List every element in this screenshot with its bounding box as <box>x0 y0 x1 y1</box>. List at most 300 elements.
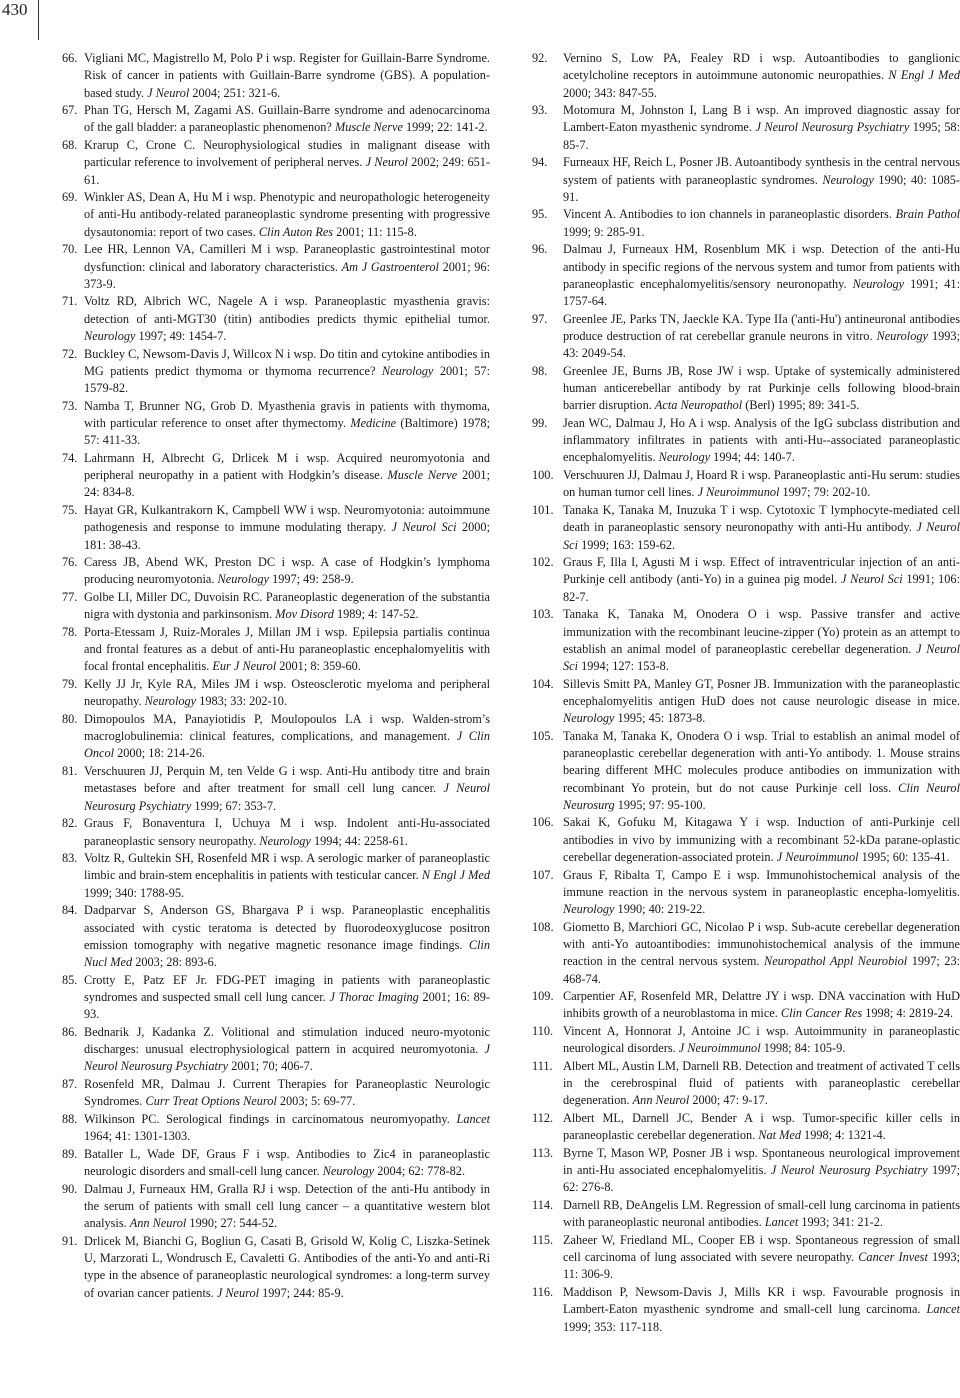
reference-segment: Greenlee JE, Parks TN, Jaeckle KA. Type IIa ('anti-Hu') antineuronal antibodies produce destruction of rat cerebellar granule neurons in vitro. <box>563 311 960 343</box>
reference-segment: Bednarik J, Kadanka Z. Volitional and stimulation induced neuro-myotonic discharges: unusual electrophysiological pattern in acquired neuromyotonia. <box>84 1024 490 1057</box>
reference-text <box>563 311 960 363</box>
reference-item <box>62 1111 490 1146</box>
reference-number: 72. <box>62 346 78 361</box>
reference-segment: 2000; 181: 38-43. <box>84 520 490 552</box>
journal-name: Muscle Nerve <box>334 120 403 135</box>
journal-name: Neurology <box>144 694 197 709</box>
reference-number: 111. <box>532 1058 553 1073</box>
journal-name: J Thorac Imaging <box>329 989 419 1004</box>
reference-segment: Porta-Etessam J, Ruiz-Morales J, Millan JM i wsp. Epilepsia partialis continua and frontal features as a debut of anti-Hu paraneoplastic encephalomyelitis with focal frontal encephalitis. <box>84 624 490 674</box>
reference-segment: Vernino S, Low PA, Fealey RD i wsp. Autoantibodies to ganglionic acetylcholine receptors in autoimmune autonomic neuropathies. <box>563 51 960 83</box>
reference-number: 84. <box>62 903 78 918</box>
reference-text <box>84 293 490 345</box>
reference-text <box>563 1110 960 1145</box>
reference-segment: 2001; 24: 834-8. <box>84 468 490 500</box>
reference-segment: Bataller L, Wade DF, Graus F i wsp. Antibodies to Zic4 in paraneoplastic neurologic disorders and small-cell lung cancer. <box>84 1146 490 1178</box>
journal-name: Neurology <box>822 172 874 187</box>
reference-text <box>563 728 960 814</box>
reference-segment: Dadparvar S, Anderson GS, Bhargava P i wsp. Paraneoplastic encephalitis associated with cystic teratoma is detected by fluorodeoxyglucose positron emission tomography with negative magnetic resonance image findings. <box>84 903 490 952</box>
reference-number: 114. <box>532 1198 554 1213</box>
reference-text <box>563 102 960 154</box>
journal-name: J Neurol <box>216 1285 260 1300</box>
reference-item <box>532 728 960 814</box>
reference-text <box>84 102 490 137</box>
margin-rule <box>38 0 39 40</box>
reference-number: 75. <box>62 503 78 518</box>
journal-name: J Neurol Neurosurg Psychiatry <box>84 781 490 813</box>
journal-name: Neurology <box>217 572 269 587</box>
reference-segment: 1994; 127: 153-8. <box>578 659 669 674</box>
reference-item <box>532 867 960 919</box>
reference-segment: 1997; 244: 85-9. <box>259 1285 344 1300</box>
reference-text <box>563 676 960 728</box>
journal-name: Lancet <box>456 1111 490 1126</box>
reference-item <box>62 763 490 815</box>
reference-segment: 2000; 47: 9-17. <box>689 1093 768 1108</box>
reference-item <box>62 1181 490 1233</box>
reference-number: 102. <box>532 555 554 570</box>
journal-name: Neurology <box>322 1163 375 1178</box>
reference-number: 112. <box>532 1111 554 1126</box>
reference-text <box>563 1197 960 1232</box>
reference-item <box>532 206 960 241</box>
reference-text <box>563 415 960 467</box>
reference-number: 101. <box>532 503 554 518</box>
reference-number: 71. <box>62 294 78 309</box>
reference-segment: Graus F, Ribalta T, Campo E i wsp. Immunohistochemical analysis of the immune reaction in the nervous system in paraneoplastic encepha-lomyelitis. <box>563 867 960 899</box>
reference-item <box>532 988 960 1023</box>
reference-segment: 2001; 96: 373-9. <box>84 259 490 291</box>
journal-name: Lancet <box>764 1215 799 1230</box>
reference-segment: (Baltimore) 1978; 57: 411-33. <box>84 415 490 448</box>
journal-name: Eur J Neurol <box>212 659 277 674</box>
reference-segment: Motomura M, Johnston I, Lang B i wsp. An improved diagnostic assay for Lambert-Eaton myasthenic syndrome. <box>563 103 960 135</box>
reference-item <box>532 102 960 154</box>
reference-segment: 1999; 22: 141-2. <box>402 120 488 135</box>
reference-text <box>84 1076 490 1111</box>
reference-segment: Verschuuren JJ, Dalmau J, Hoard R i wsp. Paraneoplastic anti-Hu serum: studies on human tumor cell lines. <box>563 468 960 500</box>
reference-segment: 1997; 79: 202-10. <box>779 485 871 500</box>
reference-segment: Sillevis Smitt PA, Manley GT, Posner JB. Immunization with the paraneoplastic encephalomyelitis antigen HuD does not cause neurologic disease in mice. <box>563 676 960 708</box>
reference-text <box>84 50 490 102</box>
reference-segment: 1995; 45: 1873-8. <box>614 711 706 726</box>
reference-number: 109. <box>532 989 554 1004</box>
reference-segment: Tanaka M, Tanaka K, Onodera O i wsp. Trial to establish an animal model of paraneoplastic cerebellar degeneration with anti-Yo antibody. 1. Mouse strains bearing different MHC molecules produce antibodies on immunization with recombinant Yo protein, but do not cause Purkinje cell loss. <box>563 728 960 795</box>
reference-segment: Zaheer W, Friedland ML, Cooper EB i wsp. Spontaneous regression of small cell carcinoma of lung associated with severe neuropathy. <box>563 1232 960 1265</box>
reference-segment: Darnell RB, DeAngelis LM. Regression of small-cell lung carcinoma in patients with paraneoplastic neuronal antibodies. <box>563 1198 960 1230</box>
reference-segment: 2001; 70; 406-7. <box>228 1059 313 1074</box>
reference-number: 93. <box>532 103 548 118</box>
reference-item <box>62 972 490 1024</box>
reference-segment: 1999; 67: 353-7. <box>191 798 277 813</box>
reference-segment: 1997; 23: 468-74. <box>563 954 960 986</box>
journal-name: Neurology <box>876 328 928 343</box>
reference-segment: 1990; 40: 1085-91. <box>563 172 960 204</box>
reference-segment: 1995; 58: 85-7. <box>563 120 960 152</box>
reference-item <box>62 189 490 241</box>
reference-segment: Caress JB, Abend WK, Preston DC i wsp. A case of Hodgkin’s lymphoma producing neuromyotonia. <box>84 555 490 587</box>
reference-item <box>532 363 960 415</box>
reference-text <box>563 988 960 1023</box>
reference-segment: Maddison P, Newsom-Davis J, Mills KR i wsp. Favourable prognosis in Lambert-Eaton myasthenic syndrome and small-cell lung carcinoma. <box>563 1285 960 1317</box>
reference-item <box>532 1110 960 1145</box>
reference-segment: Dalmau J, Furneaux HM, Rosenblum MK i wsp. Detection of the anti-Hu antibody in specific regions of the nervous system and tumor from patients with paraneoplastic encephalomyelitis/sensory neuronopathy. <box>563 242 960 291</box>
journal-name: J Neurol <box>365 155 408 170</box>
reference-segment: 1994; 44: 140-7. <box>710 450 795 465</box>
reference-text <box>84 1111 490 1146</box>
journal-name: J Neurol <box>147 85 190 100</box>
reference-segment: Phan TG, Hersch M, Zagami AS. Guillain-Barre syndrome and adenocarcinoma of the gall bladder: a paraneoplastic phenomenon? <box>84 103 490 135</box>
reference-number: 108. <box>532 919 554 934</box>
reference-segment: 1993; 11: 306-9. <box>563 1250 960 1282</box>
reference-text <box>84 676 490 711</box>
reference-item <box>62 711 490 763</box>
reference-segment: 1990; 40: 219-22. <box>614 902 706 917</box>
reference-item <box>62 450 490 502</box>
reference-text <box>563 241 960 310</box>
reference-number: 92. <box>532 51 548 65</box>
reference-number: 85. <box>62 972 78 987</box>
journal-name: Neurology <box>658 450 711 465</box>
reference-item <box>62 346 490 398</box>
reference-segment: (Berl) 1995; 89: 341-5. <box>742 398 860 413</box>
reference-number: 80. <box>62 711 78 726</box>
journal-name: Clin Auton Res <box>258 224 334 239</box>
reference-item <box>532 676 960 728</box>
reference-text <box>84 1181 490 1233</box>
reference-number: 86. <box>62 1024 78 1039</box>
reference-item <box>532 50 960 102</box>
reference-text <box>563 1023 960 1058</box>
reference-segment: 1998; 4: 2819-24. <box>862 1006 954 1021</box>
reference-segment: 1983; 33: 202-10. <box>196 694 287 709</box>
reference-segment: Sakai K, Gofuku M, Kitagawa Y i wsp. Induction of anti-Purkinje cell antibodies in vivo by immunizing with a recombinant 52-kDa parane-oplastic cerebellar degeneration-associated protein. <box>563 815 960 864</box>
reference-segment: 1998; 4: 1321-4. <box>800 1128 886 1143</box>
reference-item <box>62 1233 490 1302</box>
reference-segment: 1991; 41: 1757-64. <box>563 276 960 309</box>
journal-name: Cancer Invest <box>858 1250 928 1265</box>
journal-name: Curr Treat Options Neurol <box>145 1094 277 1109</box>
reference-number: 81. <box>62 764 78 779</box>
journal-name: Neurology <box>84 328 136 343</box>
reference-segment: 2003; 28: 893-6. <box>132 955 217 970</box>
reference-item <box>532 1145 960 1197</box>
reference-segment: Tanaka K, Tanaka M, Onodera O i wsp. Passive transfer and active immunization with the recombinant leucine-zipper (Yo) protein as an attempt to establish an animal model of paraneoplastic cerebellar degeneration. <box>563 607 960 656</box>
reference-item <box>62 398 490 450</box>
reference-segment: Graus F, Illa I, Agusti M i wsp. Effect of intraventricular injection of an anti-Purkinje cell antibody (anti-Yo) in a guinea pig model. <box>563 555 960 587</box>
reference-number: 66. <box>62 51 78 65</box>
journal-name: Neurology <box>563 711 615 726</box>
journal-name: Acta Neuropathol <box>654 398 743 413</box>
reference-text <box>84 1233 490 1302</box>
journal-name: Clin Neurol Neurosurg <box>563 780 960 812</box>
reference-text <box>84 589 490 624</box>
reference-segment: Drlicek M, Bianchi G, Bogliun G, Casati B, Grisold W, Kolig C, Liszka-Setinek U, Marzorati L, Wondrusch E, Cavaletti G. Antibodies of the anti-Yo and anti-Ri type in the absence of paraneoplastic neurological syndromes: a long-term survey of ovarian cancer patients. <box>84 1233 490 1300</box>
reference-text <box>563 502 960 554</box>
reference-item <box>532 1284 960 1336</box>
reference-text <box>84 137 490 189</box>
journal-name: Neurology <box>563 902 615 917</box>
reference-segment: Greenlee JE, Burns JB, Rose JW i wsp. Uptake of systemically administered human anticerebellar antibody by rat Purkinje cells following blood-brain barrier disruption. <box>563 363 960 413</box>
reference-number: 90. <box>62 1181 78 1196</box>
reference-item <box>62 676 490 711</box>
reference-text <box>84 502 490 554</box>
reference-number: 105. <box>532 728 554 743</box>
reference-segment: 1964; 41: 1301-1303. <box>84 1129 191 1144</box>
reference-text <box>84 763 490 815</box>
reference-segment: Byrne T, Mason WP, Posner JB i wsp. Spontaneous neurological improvement in anti-Hu associated encephalomyelitis. <box>563 1145 960 1178</box>
reference-item <box>62 137 490 189</box>
reference-number: 79. <box>62 677 78 692</box>
journal-name: Neuropathol Appl Neurobiol <box>764 954 908 969</box>
journal-name: J Neurol Sci <box>391 520 457 535</box>
reference-text <box>84 711 490 763</box>
journal-name: J Neurol Sci <box>840 572 903 587</box>
reference-item <box>532 1232 960 1284</box>
reference-segment: 1999; 9: 285-91. <box>563 224 645 239</box>
journal-name: J Neuroimmunol <box>697 485 780 500</box>
reference-item <box>62 554 490 589</box>
journal-name: J Neurol Neurosurg Psychiatry <box>755 120 910 135</box>
reference-text <box>563 467 960 502</box>
reference-number: 99. <box>532 415 548 430</box>
reference-segment: Lahrmann H, Albrecht G, Drlicek M i wsp. Acquired neuromyotonia and peripheral neuropathy in a patient with Hodgkin’s disease. <box>84 450 490 483</box>
reference-item <box>62 50 490 102</box>
reference-number: 77. <box>62 590 78 605</box>
reference-number: 88. <box>62 1111 78 1126</box>
reference-segment: 2001; 8: 359-60. <box>276 659 361 674</box>
reference-segment: 2004; 251: 321-6. <box>189 85 281 100</box>
reference-segment: 1998; 84: 105-9. <box>760 1041 846 1056</box>
reference-text <box>84 554 490 589</box>
journal-name: Ann Neurol <box>632 1093 690 1108</box>
reference-number: 97. <box>532 311 548 326</box>
reference-number: 98. <box>532 363 548 378</box>
reference-number: 67. <box>62 103 78 118</box>
reference-segment: Voltz RD, Albrich WC, Nagele A i wsp. Paraneoplastic myasthenia gravis: detection of anti-MGT30 (titin) antibodies predicts thymic epithelial tumor. <box>84 294 490 326</box>
reference-segment: 2002; 249: 651-61. <box>84 155 490 187</box>
journal-name: Nat Med <box>758 1128 801 1143</box>
reference-number: 73. <box>62 398 78 413</box>
reference-item <box>532 606 960 675</box>
reference-number: 87. <box>62 1076 78 1091</box>
reference-number: 83. <box>62 851 78 866</box>
reference-number: 116. <box>532 1285 554 1300</box>
journal-name: Lancet <box>926 1302 960 1317</box>
reference-segment: Verschuuren JJ, Perquin M, ten Velde G i wsp. Anti-Hu antibody titre and brain metastases before and after treatment for small cell lung cancer. <box>84 764 490 796</box>
reference-segment: 1994; 44: 2258-61. <box>310 833 408 848</box>
reference-text <box>563 363 960 415</box>
journal-name: J Neurol Neurosurg Psychiatry <box>770 1163 928 1178</box>
reference-segment: Hayat GR, Kulkantrakorn K, Campbell WW i wsp. Neuromyotonia: autoimmune pathogenesis and response to immune modulating therapy. <box>84 503 490 535</box>
reference-item <box>532 919 960 988</box>
reference-segment: Lee HR, Lennon VA, Camilleri M i wsp. Paraneoplastic gastrointestinal motor dysfunction: clinical and laboratory characteristics. <box>84 242 490 274</box>
journal-name: J Neurol Sci <box>563 641 960 674</box>
reference-number: 95. <box>532 207 548 222</box>
reference-segment: 1990; 27: 544-52. <box>186 1216 278 1231</box>
reference-segment: Crotty E, Patz EF Jr. FDG-PET imaging in patients with paraneoplastic syndromes and suspected small cell lung cancer. <box>84 972 490 1004</box>
reference-segment: Carpentier AF, Rosenfeld MR, Delattre JY i wsp. DNA vaccination with HuD inhibits growth of a neuroblastoma in mice. <box>563 989 960 1021</box>
reference-number: 89. <box>62 1146 78 1161</box>
reference-segment: 1997; 49: 1454-7. <box>135 328 227 343</box>
reference-segment: Dalmau J, Furneaux HM, Gralla RJ i wsp. Detection of the anti-Hu antibody in the serum of patients with small cell lung cancer – a quantitative western blot analysis. <box>84 1181 490 1231</box>
reference-segment: Vigliani MC, Magistrello M, Polo P i wsp. Register for Guillain-Barre Syndrome. Risk of cancer in patients with Guillain-Barre syndrome (GBS). A population-based study. <box>84 51 490 100</box>
reference-item <box>532 1197 960 1232</box>
reference-text <box>84 902 490 971</box>
reference-segment: 1997; 62: 276-8. <box>563 1163 960 1195</box>
reference-number: 113. <box>532 1145 554 1160</box>
reference-item <box>532 154 960 206</box>
journal-name: Am J Gastroenterol <box>341 259 439 274</box>
reference-segment: Namba T, Brunner NG, Grob D. Myasthenia gravis in patients with thymoma, with particular reference to onset after thymectomy. <box>84 398 490 430</box>
journal-name: Clin Nucl Med <box>84 937 490 970</box>
reference-segment: Wilkinson PC. Serological findings in carcinomatous neuromyopathy. <box>84 1111 457 1126</box>
reference-segment: Kelly JJ Jr, Kyle RA, Miles JM i wsp. Osteosclerotic myeloma and peripheral neuropathy. <box>84 677 490 709</box>
reference-segment: Dimopoulos MA, Panayiotidis P, Moulopoulos LA i wsp. Walden-strom’s macroglobulinemia: clinical features, complications, and management. <box>84 711 490 744</box>
reference-text <box>563 206 960 241</box>
reference-number: 76. <box>62 555 78 570</box>
journal-name: Mov Disord <box>275 607 334 622</box>
reference-number: 68. <box>62 138 78 153</box>
reference-segment: Winkler AS, Dean A, Hu M i wsp. Phenotypic and neuropathologic heterogeneity of anti-Hu antibody-related paraneoplastic syndrome presenting with progressive dysautonomia: report of two cases. <box>84 190 490 239</box>
journal-name: Clin Cancer Res <box>780 1006 863 1021</box>
references-column-right <box>532 50 960 1336</box>
reference-segment: Giometto B, Marchiori GC, Nicolao P i wsp. Sub-acute cerebellar degeneration with anti-Yo autoantibodies: immunohistochemical analysis of the immune reaction in the central nervous system. <box>563 919 960 969</box>
reference-text <box>563 554 960 606</box>
reference-segment: 1989; 4: 147-52. <box>333 607 419 622</box>
reference-number: 69. <box>62 190 78 205</box>
reference-text <box>563 1284 960 1336</box>
reference-text <box>563 1145 960 1197</box>
reference-text <box>84 1146 490 1181</box>
reference-segment: Buckley C, Newsom-Davis J, Willcox N i wsp. Do titin and cytokine antibodies in MG patients predict thymoma or thymoma recurrence? <box>84 346 490 378</box>
reference-item <box>62 850 490 902</box>
reference-segment: Furneaux HF, Reich L, Posner JB. Autoantibody synthesis in the central nervous system of patients with paraneoplastic syndromes. <box>563 155 960 187</box>
reference-segment: 1997; 49: 258-9. <box>269 572 354 587</box>
journal-name: Ann Neurol <box>129 1216 187 1231</box>
reference-number: 78. <box>62 624 78 639</box>
reference-number: 74. <box>62 450 78 465</box>
reference-text <box>84 815 490 850</box>
reference-item <box>62 1024 490 1076</box>
reference-item <box>532 814 960 866</box>
reference-segment: 2001; 11: 115-8. <box>333 224 417 239</box>
journal-name: Medicine <box>350 415 397 430</box>
reference-number: 100. <box>532 468 554 483</box>
reference-item <box>62 589 490 624</box>
reference-text <box>563 50 960 102</box>
reference-segment: Vincent A, Honnorat J, Antoine JC i wsp. Autoimmunity in paraneoplastic neurological disorders. <box>563 1024 960 1056</box>
reference-segment: 2001; 16: 89-93. <box>84 989 490 1022</box>
journal-name: Neurology <box>381 363 434 378</box>
reference-item <box>62 1146 490 1181</box>
reference-segment: Rosenfeld MR, Dalmau J. Current Therapies for Paraneoplastic Neurologic Syndromes. <box>84 1076 490 1109</box>
reference-item <box>532 467 960 502</box>
reference-item <box>532 502 960 554</box>
reference-item <box>62 502 490 554</box>
reference-segment: 2003; 5: 69-77. <box>276 1094 356 1109</box>
reference-segment: Golbe LI, Miller DC, Duvoisin RC. Paraneoplastic degeneration of the substantia nigra with dystonia and parkinsonism. <box>84 590 490 622</box>
reference-number: 91. <box>62 1233 78 1248</box>
reference-text <box>84 850 490 902</box>
reference-segment: 1999; 353: 117-118. <box>563 1319 663 1334</box>
reference-segment: 1995; 60: 135-41. <box>858 849 950 864</box>
reference-segment: 2004; 62: 778-82. <box>374 1163 466 1178</box>
reference-text <box>563 1232 960 1284</box>
reference-number: 110. <box>532 1024 554 1039</box>
reference-text <box>563 867 960 919</box>
reference-item <box>532 241 960 310</box>
reference-segment: Albert ML, Darnell JC, Bender A i wsp. Tumor-specific killer cells in paraneoplastic cerebellar degeneration. <box>563 1111 960 1143</box>
journal-name: Brain Pathol <box>895 207 960 222</box>
reference-item <box>62 624 490 676</box>
journal-name: Neurology <box>259 833 311 848</box>
journal-name: J Neuroimmunol <box>678 1041 761 1056</box>
reference-item <box>62 102 490 137</box>
reference-item <box>62 241 490 293</box>
reference-number: 107. <box>532 867 554 882</box>
reference-number: 70. <box>62 242 78 257</box>
reference-text <box>563 814 960 866</box>
reference-segment: Graus F, Bonaventura I, Uchuya M i wsp. Indolent anti-Hu-associated paraneoplastic sensory neuropathy. <box>84 816 490 848</box>
journal-name: Muscle Nerve <box>387 468 458 483</box>
reference-item <box>62 815 490 850</box>
reference-segment: Albert ML, Austin LM, Darnell RB. Detection and treatment of activated T cells in the cerebrospinal fluid of patients with paraneoplastic cerebellar degeneration. <box>563 1058 960 1108</box>
reference-segment: 1993; 341: 21-2. <box>798 1215 883 1230</box>
reference-text <box>84 972 490 1024</box>
reference-segment: Krarup C, Crone C. Neurophysiological studies in malignant disease with particular reference to involvement of peripheral nerves. <box>84 138 490 170</box>
reference-text <box>84 398 490 450</box>
reference-text <box>563 606 960 675</box>
reference-item <box>532 554 960 606</box>
reference-text <box>563 154 960 206</box>
journal-name: Neurology <box>852 276 905 291</box>
reference-text <box>84 241 490 293</box>
reference-text <box>563 1058 960 1110</box>
reference-number: 104. <box>532 676 554 691</box>
reference-text <box>84 189 490 241</box>
reference-segment: Jean WC, Dalmau J, Ho A i wsp. Analysis of the IgG subclass distribution and inflammatory infiltrates in patients with anti-Hu--associated paraneoplastic encephalomyelitis. <box>563 415 960 465</box>
reference-segment: Tanaka K, Tanaka M, Inuzuka T i wsp. Cytotoxic T lymphocyte-mediated cell death in paraneoplastic sensory neuronopathy with anti-Hu antibody. <box>563 503 960 535</box>
journal-name: J Clin Oncol <box>84 729 490 761</box>
reference-item <box>62 293 490 345</box>
reference-item <box>532 1023 960 1058</box>
journal-name: N Engl J Med <box>888 68 960 83</box>
reference-text <box>563 919 960 988</box>
references-column-left <box>62 50 490 1302</box>
reference-segment: 2001; 57: 1579-82. <box>84 363 490 396</box>
page-number: 430 <box>2 0 28 19</box>
journal-name: J Neurol Neurosurg Psychiatry <box>84 1042 490 1074</box>
reference-segment: 1999; 340: 1788-95. <box>84 885 185 900</box>
reference-number: 82. <box>62 816 78 831</box>
reference-text <box>84 624 490 676</box>
journal-name: J Neuroimmunol <box>776 849 859 864</box>
reference-segment: 1993; 43: 2049-54. <box>563 328 960 361</box>
reference-text <box>84 346 490 398</box>
reference-number: 103. <box>532 607 554 622</box>
reference-number: 96. <box>532 242 548 257</box>
reference-number: 115. <box>532 1232 554 1247</box>
reference-segment: 1991; 106: 82-7. <box>563 572 960 604</box>
reference-segment: Voltz R, Gultekin SH, Rosenfeld MR i wsp. A serologic marker of paraneoplastic limbic and brain-stem encephalitis in patients with testicular cancer. <box>84 851 490 883</box>
reference-item <box>532 311 960 363</box>
reference-text <box>84 450 490 502</box>
reference-item <box>532 1058 960 1110</box>
reference-segment: 2000; 343: 847-55. <box>563 85 657 100</box>
reference-item <box>532 415 960 467</box>
reference-item <box>62 902 490 971</box>
